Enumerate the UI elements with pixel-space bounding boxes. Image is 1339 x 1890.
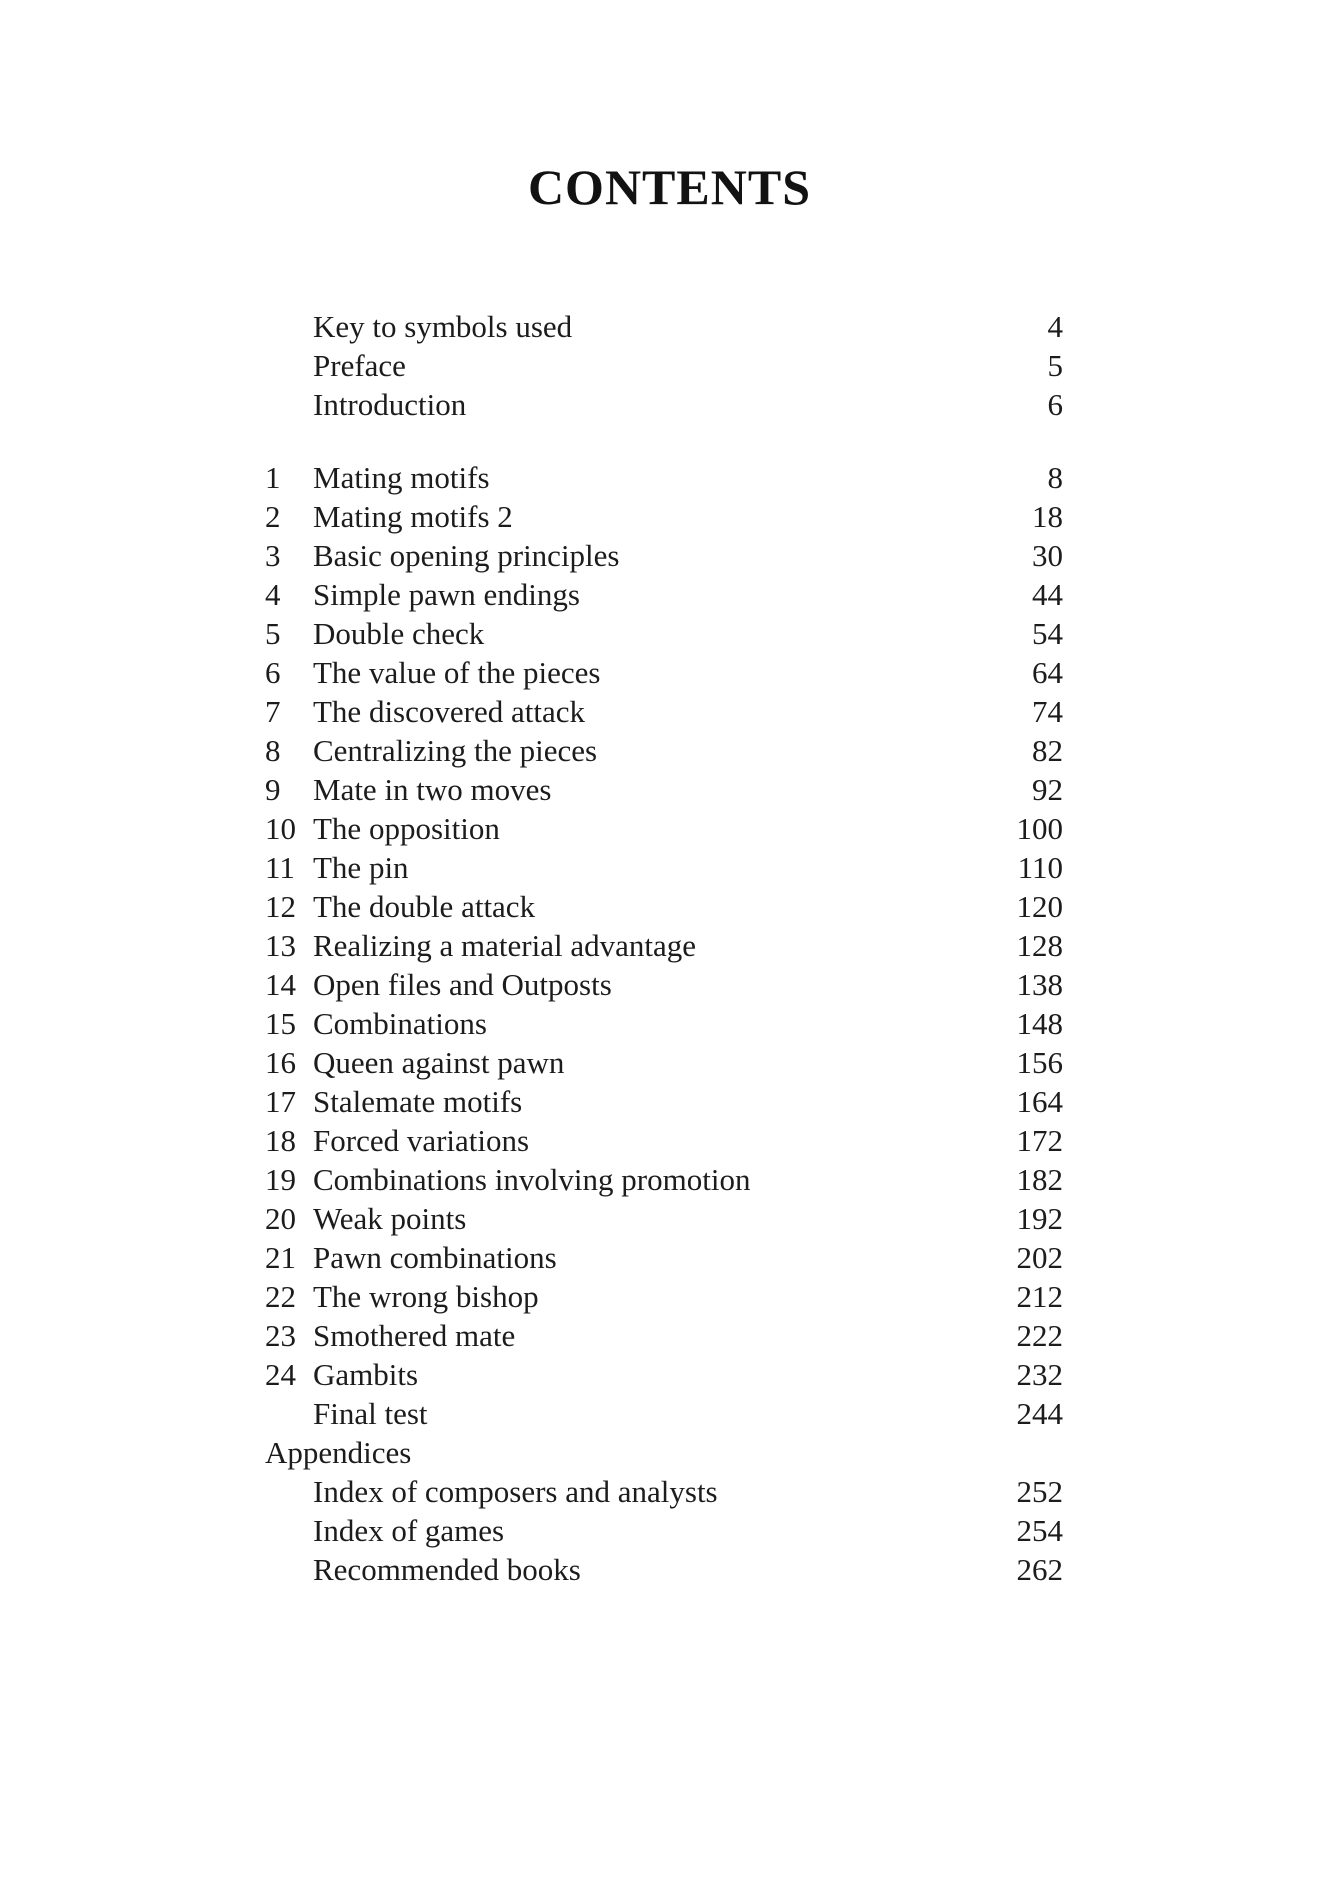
chapter-title: Stalemate motifs (313, 1084, 523, 1119)
chapter-title: Mating motifs (313, 460, 490, 495)
chapter-number: 14 (265, 967, 296, 1002)
chapter-number: 1 (265, 460, 281, 495)
page-number: 138 (1016, 967, 1063, 1002)
page-number: 252 (1016, 1474, 1063, 1509)
chapter-title: Simple pawn endings (313, 577, 580, 612)
toc-row (265, 614, 1063, 653)
chapter-number: 2 (265, 499, 281, 534)
page-number: 30 (1032, 538, 1063, 573)
chapter-title: Mate in two moves (313, 772, 552, 807)
toc-row (265, 926, 1063, 965)
chapter-title: The wrong bishop (313, 1279, 539, 1314)
toc-row (265, 346, 1063, 385)
page-number: 192 (1016, 1201, 1063, 1236)
entry-title: Introduction (313, 387, 467, 422)
chapter-title: Double check (313, 616, 485, 651)
chapter-title: The opposition (313, 811, 500, 846)
page-number: 44 (1032, 577, 1063, 612)
chapter-number: 6 (265, 655, 281, 690)
page-number: 92 (1032, 772, 1063, 807)
chapter-title: Weak points (313, 1201, 467, 1236)
page-number: 172 (1016, 1123, 1063, 1158)
toc-section-header (265, 1433, 1063, 1472)
toc-row (265, 1550, 1063, 1589)
table-of-contents (265, 307, 1063, 1589)
chapter-title: Gambits (313, 1357, 419, 1392)
page-title: CONTENTS (527, 159, 812, 215)
entry-title: Index of composers and analysts (313, 1474, 718, 1509)
chapter-number: 24 (265, 1357, 296, 1392)
page-number: 156 (1016, 1045, 1063, 1080)
chapter-title: The double attack (313, 889, 536, 924)
page-number: 262 (1016, 1552, 1063, 1587)
chapter-number: 3 (265, 538, 281, 573)
page-number: 254 (1016, 1513, 1063, 1548)
chapter-number: 7 (265, 694, 281, 729)
chapter-number: 23 (265, 1318, 296, 1353)
toc-row (265, 1004, 1063, 1043)
toc-row (265, 536, 1063, 575)
toc-row (265, 653, 1063, 692)
page-number: 202 (1016, 1240, 1063, 1275)
toc-row (265, 1394, 1063, 1433)
chapter-title: Pawn combinations (313, 1240, 557, 1275)
toc-row (265, 731, 1063, 770)
entry-title: Key to symbols used (313, 309, 573, 344)
page-number: 232 (1016, 1357, 1063, 1392)
toc-row (265, 1238, 1063, 1277)
toc-row (265, 965, 1063, 1004)
page-number: 100 (1016, 811, 1063, 846)
chapter-number: 5 (265, 616, 281, 651)
chapter-number (265, 1511, 313, 1550)
page-number: 82 (1032, 733, 1063, 768)
chapter-number: 8 (265, 733, 281, 768)
page-number: 18 (1032, 499, 1063, 534)
toc-row (265, 575, 1063, 614)
page-number: 148 (1016, 1006, 1063, 1041)
chapter-number (265, 1394, 313, 1433)
chapter-title: Final test (313, 1396, 428, 1431)
chapter-number: 10 (265, 811, 296, 846)
chapter-number (265, 1550, 313, 1589)
toc-row (265, 1160, 1063, 1199)
toc-row (265, 1355, 1063, 1394)
chapter-number (265, 1472, 313, 1511)
toc-row (265, 1082, 1063, 1121)
chapter-title: Basic opening principles (313, 538, 620, 573)
chapter-title: Mating motifs 2 (313, 499, 513, 534)
toc-row (265, 1472, 1063, 1511)
chapter-title: Smothered mate (313, 1318, 516, 1353)
toc-row (265, 1316, 1063, 1355)
chapter-number: 18 (265, 1123, 296, 1158)
chapter-number: 17 (265, 1084, 296, 1119)
page-number: 6 (1047, 387, 1063, 422)
page-number: 74 (1032, 694, 1063, 729)
page-number: 5 (1047, 348, 1063, 383)
toc-row (265, 1121, 1063, 1160)
chapter-number: 9 (265, 772, 281, 807)
toc-row (265, 1277, 1063, 1316)
page-number: 128 (1016, 928, 1063, 963)
chapter-number: 20 (265, 1201, 296, 1236)
chapter-number (265, 346, 313, 385)
toc-row (265, 307, 1063, 346)
chapter-title: The pin (313, 850, 409, 885)
page-number: 182 (1016, 1162, 1063, 1197)
toc-row (265, 1511, 1063, 1550)
page-number: 244 (1016, 1396, 1063, 1431)
section-label: Appendices (265, 1435, 412, 1470)
page-number: 110 (1017, 850, 1063, 885)
toc-row (265, 497, 1063, 536)
chapter-number: 22 (265, 1279, 296, 1314)
toc-row (265, 692, 1063, 731)
chapter-number (265, 385, 313, 424)
page-number: 164 (1016, 1084, 1063, 1119)
chapter-number: 19 (265, 1162, 296, 1197)
page-number: 8 (1047, 460, 1063, 495)
toc-row (265, 458, 1063, 497)
toc-row (265, 887, 1063, 926)
chapter-number: 12 (265, 889, 296, 924)
toc-row (265, 809, 1063, 848)
entry-title: Index of games (313, 1513, 505, 1548)
chapter-number: 4 (265, 577, 281, 612)
chapter-title: Centralizing the pieces (313, 733, 598, 768)
page-number: 120 (1016, 889, 1063, 924)
page-number: 222 (1016, 1318, 1063, 1353)
entry-title: Recommended books (313, 1552, 581, 1587)
chapter-title: The discovered attack (313, 694, 585, 729)
chapter-title: Open files and Outposts (313, 967, 612, 1002)
toc-row (265, 770, 1063, 809)
chapter-title: The value of the pieces (313, 655, 601, 690)
page-number: 212 (1016, 1279, 1063, 1314)
chapter-title: Forced variations (313, 1123, 530, 1158)
chapter-title: Combinations involving promotion (313, 1162, 751, 1197)
page-number: 64 (1032, 655, 1063, 690)
chapter-number: 13 (265, 928, 296, 963)
chapter-title: Combinations (313, 1006, 487, 1041)
entry-title: Preface (313, 348, 406, 383)
toc-row (265, 1043, 1063, 1082)
chapter-number: 11 (265, 850, 295, 885)
chapter-number: 21 (265, 1240, 296, 1275)
page-number: 54 (1032, 616, 1063, 651)
toc-row (265, 848, 1063, 887)
chapter-number (265, 307, 313, 346)
chapter-number: 15 (265, 1006, 296, 1041)
page-number: 4 (1047, 309, 1063, 344)
chapter-title: Queen against pawn (313, 1045, 565, 1080)
chapter-number: 16 (265, 1045, 296, 1080)
chapter-title: Realizing a material advantage (313, 928, 697, 963)
toc-row (265, 385, 1063, 424)
toc-row (265, 1199, 1063, 1238)
